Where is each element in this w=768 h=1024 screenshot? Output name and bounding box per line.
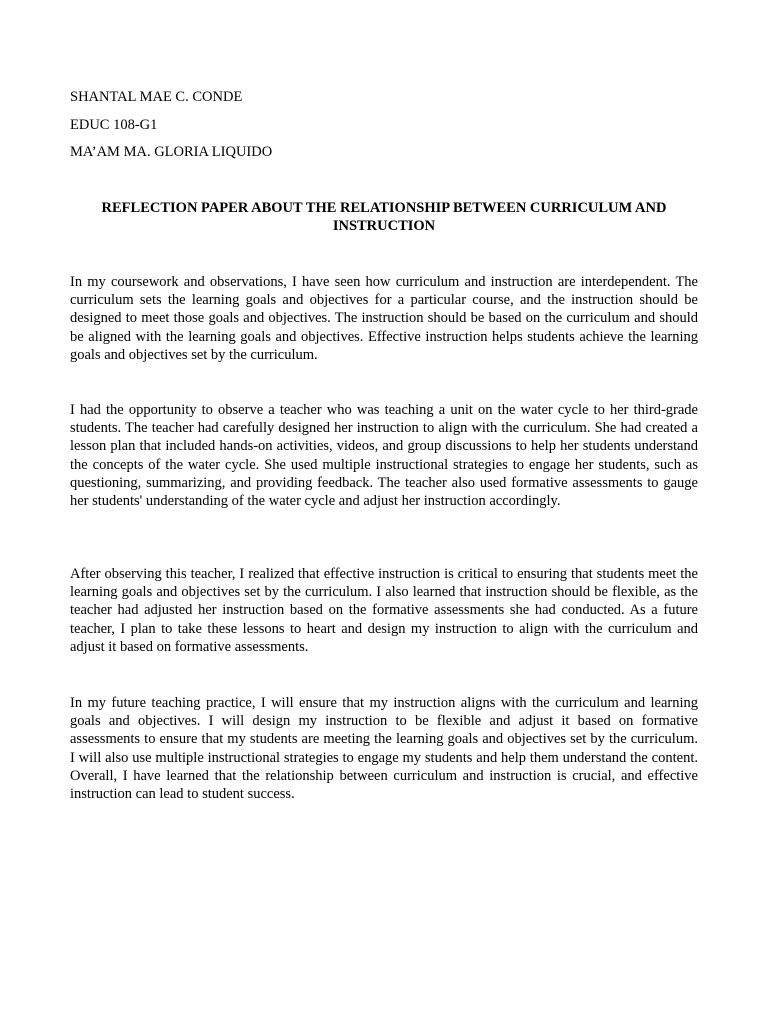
paragraph-1: In my coursework and observations, I have seen how curriculum and instruction are interdependent. The curriculum sets the learning goals and objectives for a particular course, and the instruction should be designed to meet those goals and objectives. The instruction should be based on the curriculum and should be aligned with the learning goals and objectives. Effective instruction helps students achieve the learning goals and objectives set by the curriculum. (70, 274, 698, 363)
paragraph-4: In my future teaching practice, I will ensure that my instruction aligns with the curriculum and learning goals and objectives. I will design my instruction to be flexible and adjust it based on formative assessments to ensure that my students are meeting the learning goals and objectives set by the curriculum. I will also use multiple instructional strategies to engage my students and help them understand the content. Overall, I have learned that the relationship between curriculum and instruction is crucial, and effective instruction can lead to student success. (70, 695, 698, 803)
author-name: SHANTAL MAE C. CONDE (70, 89, 243, 105)
instructor-name: MA’AM MA. GLORIA LIQUIDO (70, 144, 273, 160)
paragraph-2: I had the opportunity to observe a teacher who was teaching a unit on the water cycle to her third-grade students. The teacher had carefully designed her instruction to align with the curriculum. She had created a lesson plan that included hands-on activities, videos, and group discussions to help her students understand the concepts of the water cycle. She used multiple instructional strategies to engage her students, such as questioning, summarizing, and providing feedback. The teacher also used formative assessments to gauge her students' understanding of the water cycle and adjust her instruction accordingly. (70, 402, 698, 510)
paper-title: REFLECTION PAPER ABOUT THE RELATIONSHIP BETWEEN CURRICULUM AND INSTRUCTION (101, 200, 667, 234)
paragraph-3: After observing this teacher, I realized that effective instruction is critical to ensuring that students meet the learning goals and objectives set by the curriculum. I also learned that instruction should be flexible, as the teacher had adjusted her instruction based on the formative assessments she had conducted. As a future teacher, I plan to take these lessons to heart and design my instruction to align with the curriculum and adjust it based on formative assessments. (70, 566, 698, 655)
course-code: EDUC 108-G1 (70, 117, 158, 133)
